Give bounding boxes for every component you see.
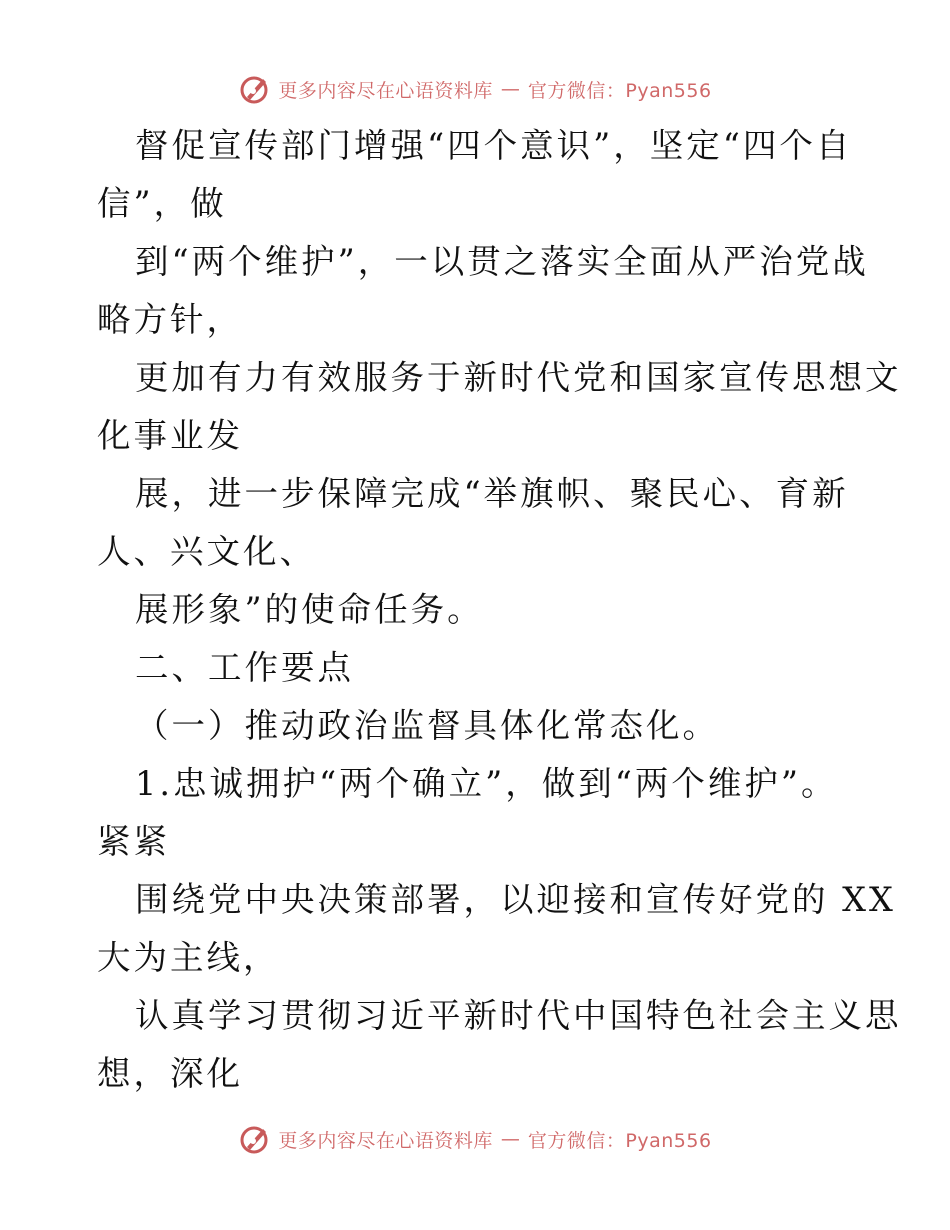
watermark-text: 更多内容尽在心语资料库	[278, 79, 493, 102]
text-line: （一）推动政治监督具体化常态化。	[135, 706, 719, 745]
watermark-separator: —	[500, 1128, 520, 1150]
text-line: 认真学习贯彻习近平新时代中国特色社会主义思	[135, 996, 902, 1035]
text-line: 人、兴文化、	[97, 532, 316, 571]
watermark-contact: 官方微信：Pyan556	[527, 79, 712, 102]
page-header-watermark	[0, 72, 950, 106]
pen-seal-logo-icon	[238, 73, 270, 105]
text-line: 紧紧	[97, 822, 170, 861]
text-line: 督促宣传部门增强“四个意识”，坚定“四个自	[135, 126, 853, 165]
text-line: 围绕党中央决策部署，以迎接和宣传好党的 XX	[135, 880, 896, 919]
text-line: 略方针，	[97, 300, 243, 339]
pen-seal-logo-icon	[238, 1123, 270, 1155]
document-body	[97, 117, 902, 1103]
text-line: 信”，做	[97, 184, 227, 223]
watermark-text: 更多内容尽在心语资料库	[278, 1129, 493, 1152]
watermark-contact: 官方微信：Pyan556	[527, 1129, 712, 1152]
text-line: 1.忠诚拥护“两个确立”，做到“两个维护”。	[135, 764, 838, 803]
text-line: 二、工作要点	[135, 648, 354, 687]
text-line: 更加有力有效服务于新时代党和国家宣传思想文	[135, 358, 902, 397]
text-line: 到“两个维护”，一以贯之落实全面从严治党战	[135, 242, 869, 281]
text-line: 化事业发	[97, 416, 243, 455]
text-line: 想，深化	[97, 1054, 243, 1093]
text-line: 展，进一步保障完成“举旗帜、聚民心、育新	[135, 474, 849, 513]
text-line: 大为主线，	[97, 938, 280, 977]
text-line: 展形象”的使命任务。	[135, 590, 484, 629]
watermark-separator: —	[500, 78, 520, 100]
page-footer-watermark	[0, 1122, 950, 1156]
